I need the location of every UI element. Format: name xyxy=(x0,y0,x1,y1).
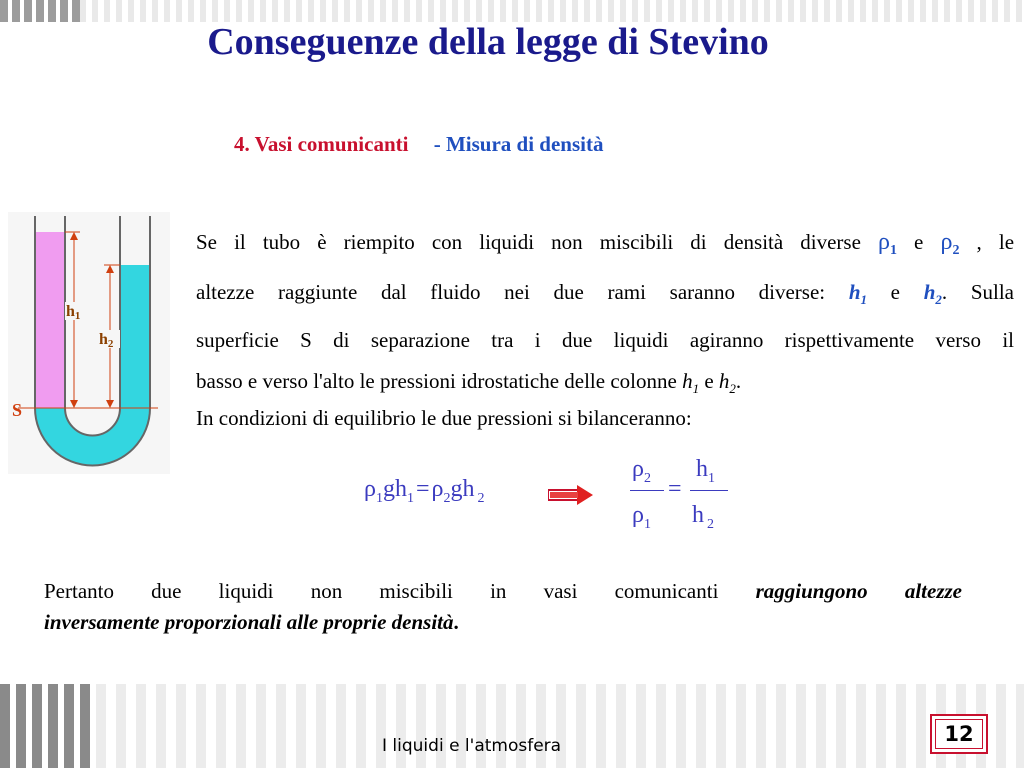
subtitle-topic: 4. Vasi comunicanti xyxy=(234,132,409,156)
page-number-box xyxy=(930,714,988,754)
implies-arrow xyxy=(548,484,594,506)
paragraph-line-4: basso e verso l'alto le pressioni idrostatiche delle colonne $h_1$ e $h_2$. xyxy=(196,368,742,397)
separation-label: S xyxy=(12,400,23,420)
subtitle-subtopic: - Misura di densità xyxy=(433,132,604,156)
conclusion-line-2: inversamente proporzionali alle proprie densità. xyxy=(44,610,459,634)
fraction-right-numerator: $h_1$ xyxy=(696,456,715,486)
u-tube-diagram xyxy=(8,212,170,474)
slide-subtitle xyxy=(234,132,603,157)
paragraph-line-1: Se il tubo è riempito con liquidi non miscibili di densità diverse $\rho_1$ e $\rho_2$ , le xyxy=(196,229,1015,259)
explanation-paragraph xyxy=(196,222,1014,438)
h1-label: h1 xyxy=(66,303,81,322)
fraction-left-denominator: $\rho_1$ xyxy=(632,502,651,532)
paragraph-line-3: superficie S di separazione tra i due liquidi agiranno rispettivamente verso il xyxy=(196,328,1014,353)
paragraph-line-2: altezze raggiunte dal fluido nei due rami saranno diverse: $h_1$ e $h_2$. Sulla xyxy=(196,279,1014,307)
fraction-left-numerator: $\rho_2$ xyxy=(632,456,651,486)
left-liquid-column xyxy=(35,232,65,408)
h2-label: h2 xyxy=(99,331,114,350)
fraction-equals: = xyxy=(668,476,682,502)
paragraph-line-5: In condizioni di equilibrio le due pressioni si bilanceranno: xyxy=(196,405,692,430)
slide-title: Conseguenze della legge di Stevino xyxy=(207,21,769,63)
page-number: 12 xyxy=(944,722,974,746)
page-number-inner-border xyxy=(935,719,983,749)
conclusion-text xyxy=(44,576,962,638)
fraction-right-denominator: h $_2$ xyxy=(692,502,714,532)
density-ratio-equation xyxy=(630,456,740,536)
right-liquid-column xyxy=(120,265,150,408)
equilibrium-equation: $\rho_1gh_1=\rho_2gh$ $_2$ xyxy=(364,476,485,506)
conclusion-line-1: Pertanto due liquidi non miscibili in vasi comunicanti raggiungono altezze xyxy=(44,579,962,603)
footer-title: I liquidi e l'atmosfera xyxy=(382,736,562,756)
fraction-left-bar xyxy=(630,490,664,491)
fraction-right-bar xyxy=(690,490,728,491)
top-decorative-stripes-light xyxy=(80,0,1024,22)
